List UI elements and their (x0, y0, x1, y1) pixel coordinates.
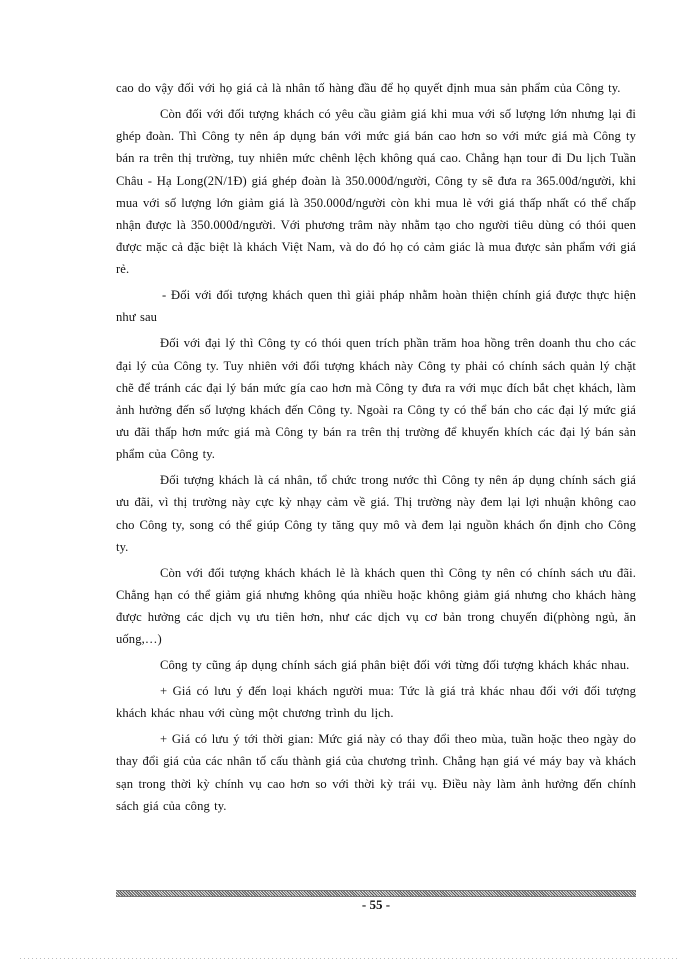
paragraph-4: Đối với đại lý thì Công ty có thói quen trích phần trăm hoa hồng trên doanh thu cho các đại lý của Công ty. Tuy nhiên với đối tượng khách này Công ty phải có chính sách quản lý chặt chẽ để tránh các đại lý bán mức gía cao hơn mà Công ty đưa ra với mục đích bắt chẹt khách, làm ảnh hưởng đến số lượng khách đến Công ty. Ngoài ra Công ty có thể bán cho các đại lý mức giá ưu đãi thấp hơn mức giá mà Công ty bán ra trên thị trường để khuyến khích các đại lý bán sản phẩm của Công ty. (116, 336, 636, 462)
paragraph-9: + Giá có lưu ý tới thời gian: Mức giá này có thay đổi theo mùa, tuần hoặc theo ngày do thay đổi giá của các nhân tố cấu thành giá của chương trình. Chẳng hạn giá vé máy bay và khách sạn trong thời kỳ chính vụ cao hơn so với thời kỳ trái vụ. Điều này làm ảnh hưởng đến chính sách giá của công ty. (116, 732, 636, 813)
page-bottom-dotted-border (20, 958, 680, 959)
paragraph-2: Còn đối với đối tượng khách có yêu cầu giảm giá khi mua với số lượng lớn nhưng lại đi ghép đoàn. Thì Công ty nên áp dụng bán với mức giá bán cao hơn so với mức giá mà Công ty bán ra trên thị trường, tuy nhiên mức chênh lệch không quá cao. Chẳng hạn tour đi Du lịch Tuần Châu - Hạ Long(2N/1Đ) giá ghép đoàn là 350.000đ/người, Công ty sẽ đưa ra 365.00đ/người, khi mua với số lượng lớn giảm giá là 350.000đ/người còn khi mua lẻ với giá thấp nhất có thể chấp nhận được là 350.000đ/người. Với phương trâm này nhằm tạo cho người tiêu dùng có thói quen được mặc cả đặc biệt là khách Việt Nam, và do đó họ có cảm giác là mua được sản phẩm với giá rẻ. (116, 106, 636, 277)
paragraph-7: Công ty cũng áp dụng chính sách giá phân biệt đối với từng đối tượng khách khác nhau. (160, 658, 630, 673)
document-body (116, 77, 636, 821)
paragraph-8: + Giá có lưu ý đến loại khách người mua: Tức là giá trả khác nhau đối với đối tượng khách khác nhau với cùng một chương trình du lịch. (116, 684, 636, 721)
paragraph-5: Đối tượng khách là cá nhân, tổ chức trong nước thì Công ty nên áp dụng chính sách giá ưu đãi, vì thị trường này cực kỳ nhạy cảm về giá. Thị trường này đem lại lợi nhuận không cao cho Công ty, song có thể giúp Công ty tăng quy mô và đem lại nguồn khách ổn định cho Công ty. (116, 473, 636, 554)
page-number: - 55 - (361, 897, 391, 912)
paragraph-6: Còn với đối tượng khách khách lẻ là khách quen thì Công ty nên có chính sách ưu đãi. Chẳng hạn có thể giảm giá nhưng không qúa nhiều hoặc không giảm giá nhưng cho khách hàng được hưởng các dịch vụ ưu tiên hơn, như các dịch vụ cơ bản trong chuyến đi(phòng ngủ, ăn uống,…) (116, 565, 636, 647)
footer-divider (116, 890, 636, 897)
paragraph-3: - Đối với đối tượng khách quen thì giải pháp nhằm hoàn thiện chính giá được thực hiện như sau (116, 288, 636, 325)
paragraph-1: cao do vậy đối với họ giá cả là nhân tố hàng đầu để họ quyết định mua sản phẩm của Công ty. (116, 81, 621, 95)
